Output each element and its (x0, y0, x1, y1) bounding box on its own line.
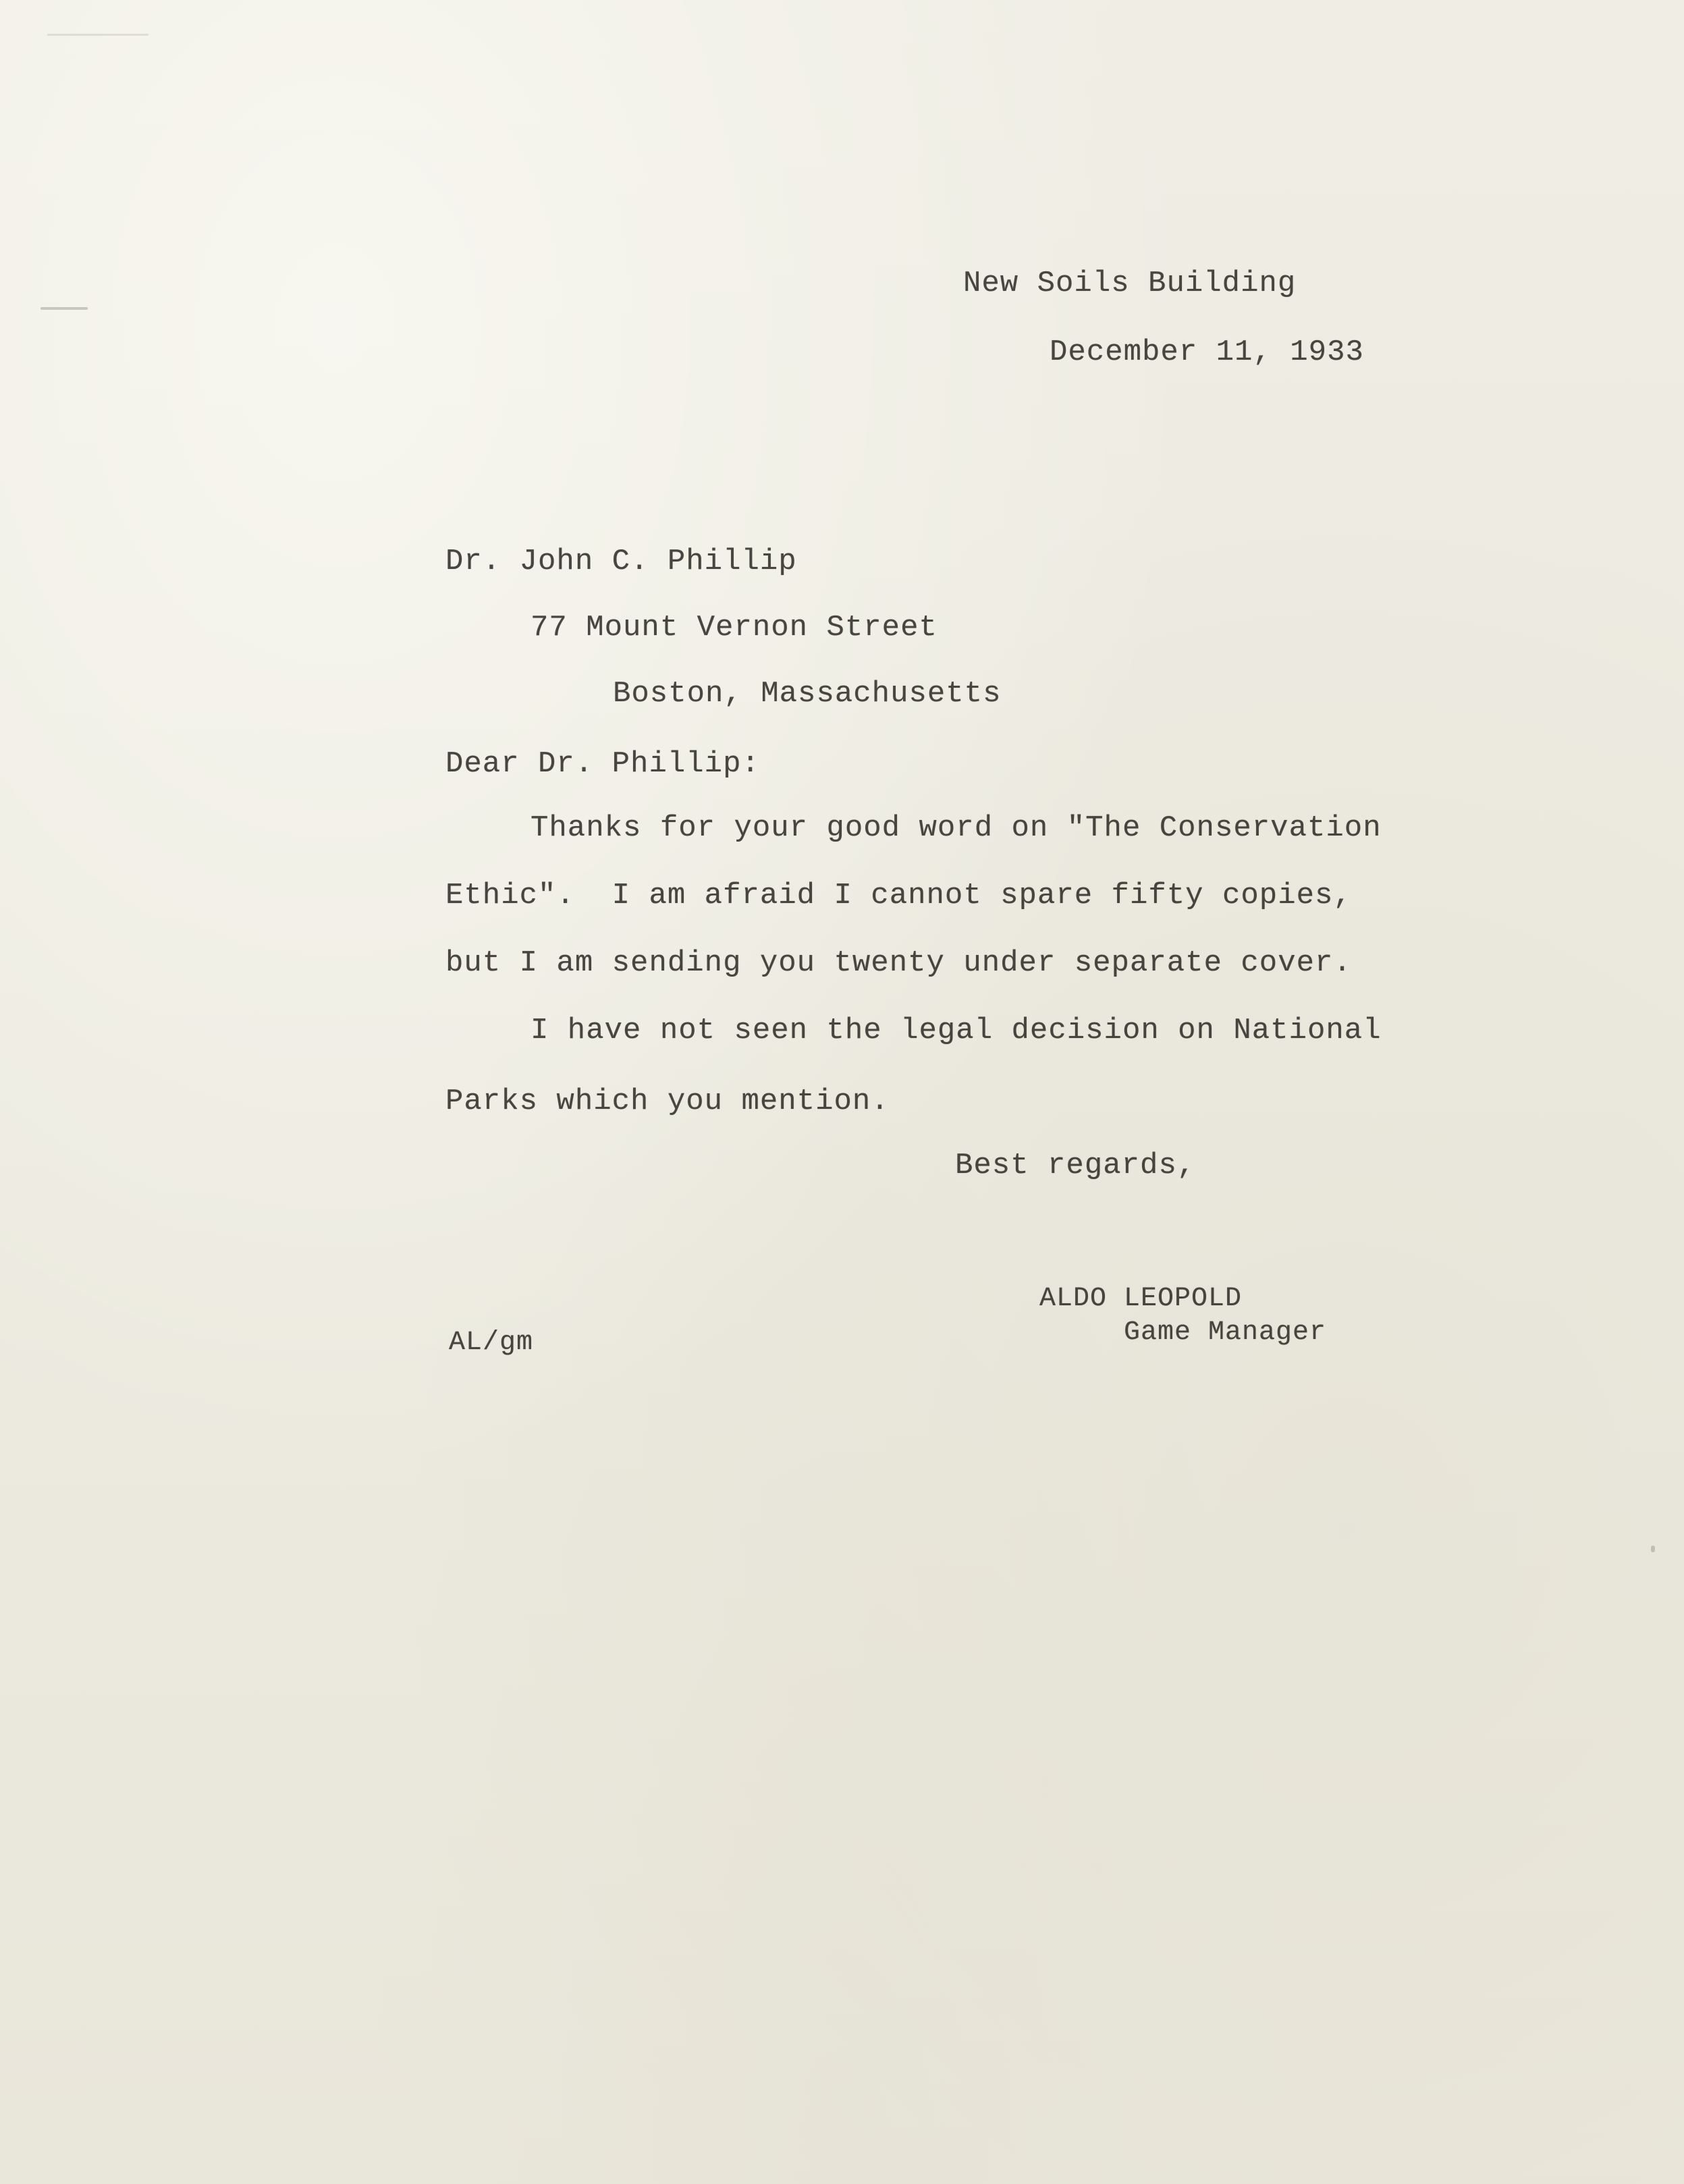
recipient-city: Boston, Massachusetts (613, 677, 1002, 711)
recipient-street: 77 Mount Vernon Street (531, 611, 938, 645)
body-line: Thanks for your good word on "The Conservation (531, 811, 1382, 845)
paper-mark (1651, 1546, 1655, 1552)
body-line: Parks which you mention. (445, 1085, 890, 1118)
signature-name: ALDO LEOPOLD (1039, 1284, 1243, 1314)
body-line: I have not seen the legal decision on National (531, 1014, 1382, 1047)
reference-initials: AL/gm (449, 1328, 534, 1358)
letterhead-location: New Soils Building (963, 267, 1297, 300)
recipient-name: Dr. John C. Phillip (445, 545, 797, 578)
paper-mark (47, 34, 148, 36)
letter-date: December 11, 1933 (1050, 335, 1364, 369)
body-line: but I am sending you twenty under separate cover. (445, 946, 1352, 980)
body-line: Ethic". I am afraid I cannot spare fifty copies, (445, 879, 1352, 912)
closing: Best regards, (955, 1149, 1196, 1182)
signature-title: Game Manager (1124, 1317, 1327, 1348)
salutation: Dear Dr. Phillip: (445, 747, 760, 781)
paper-mark (40, 307, 88, 310)
